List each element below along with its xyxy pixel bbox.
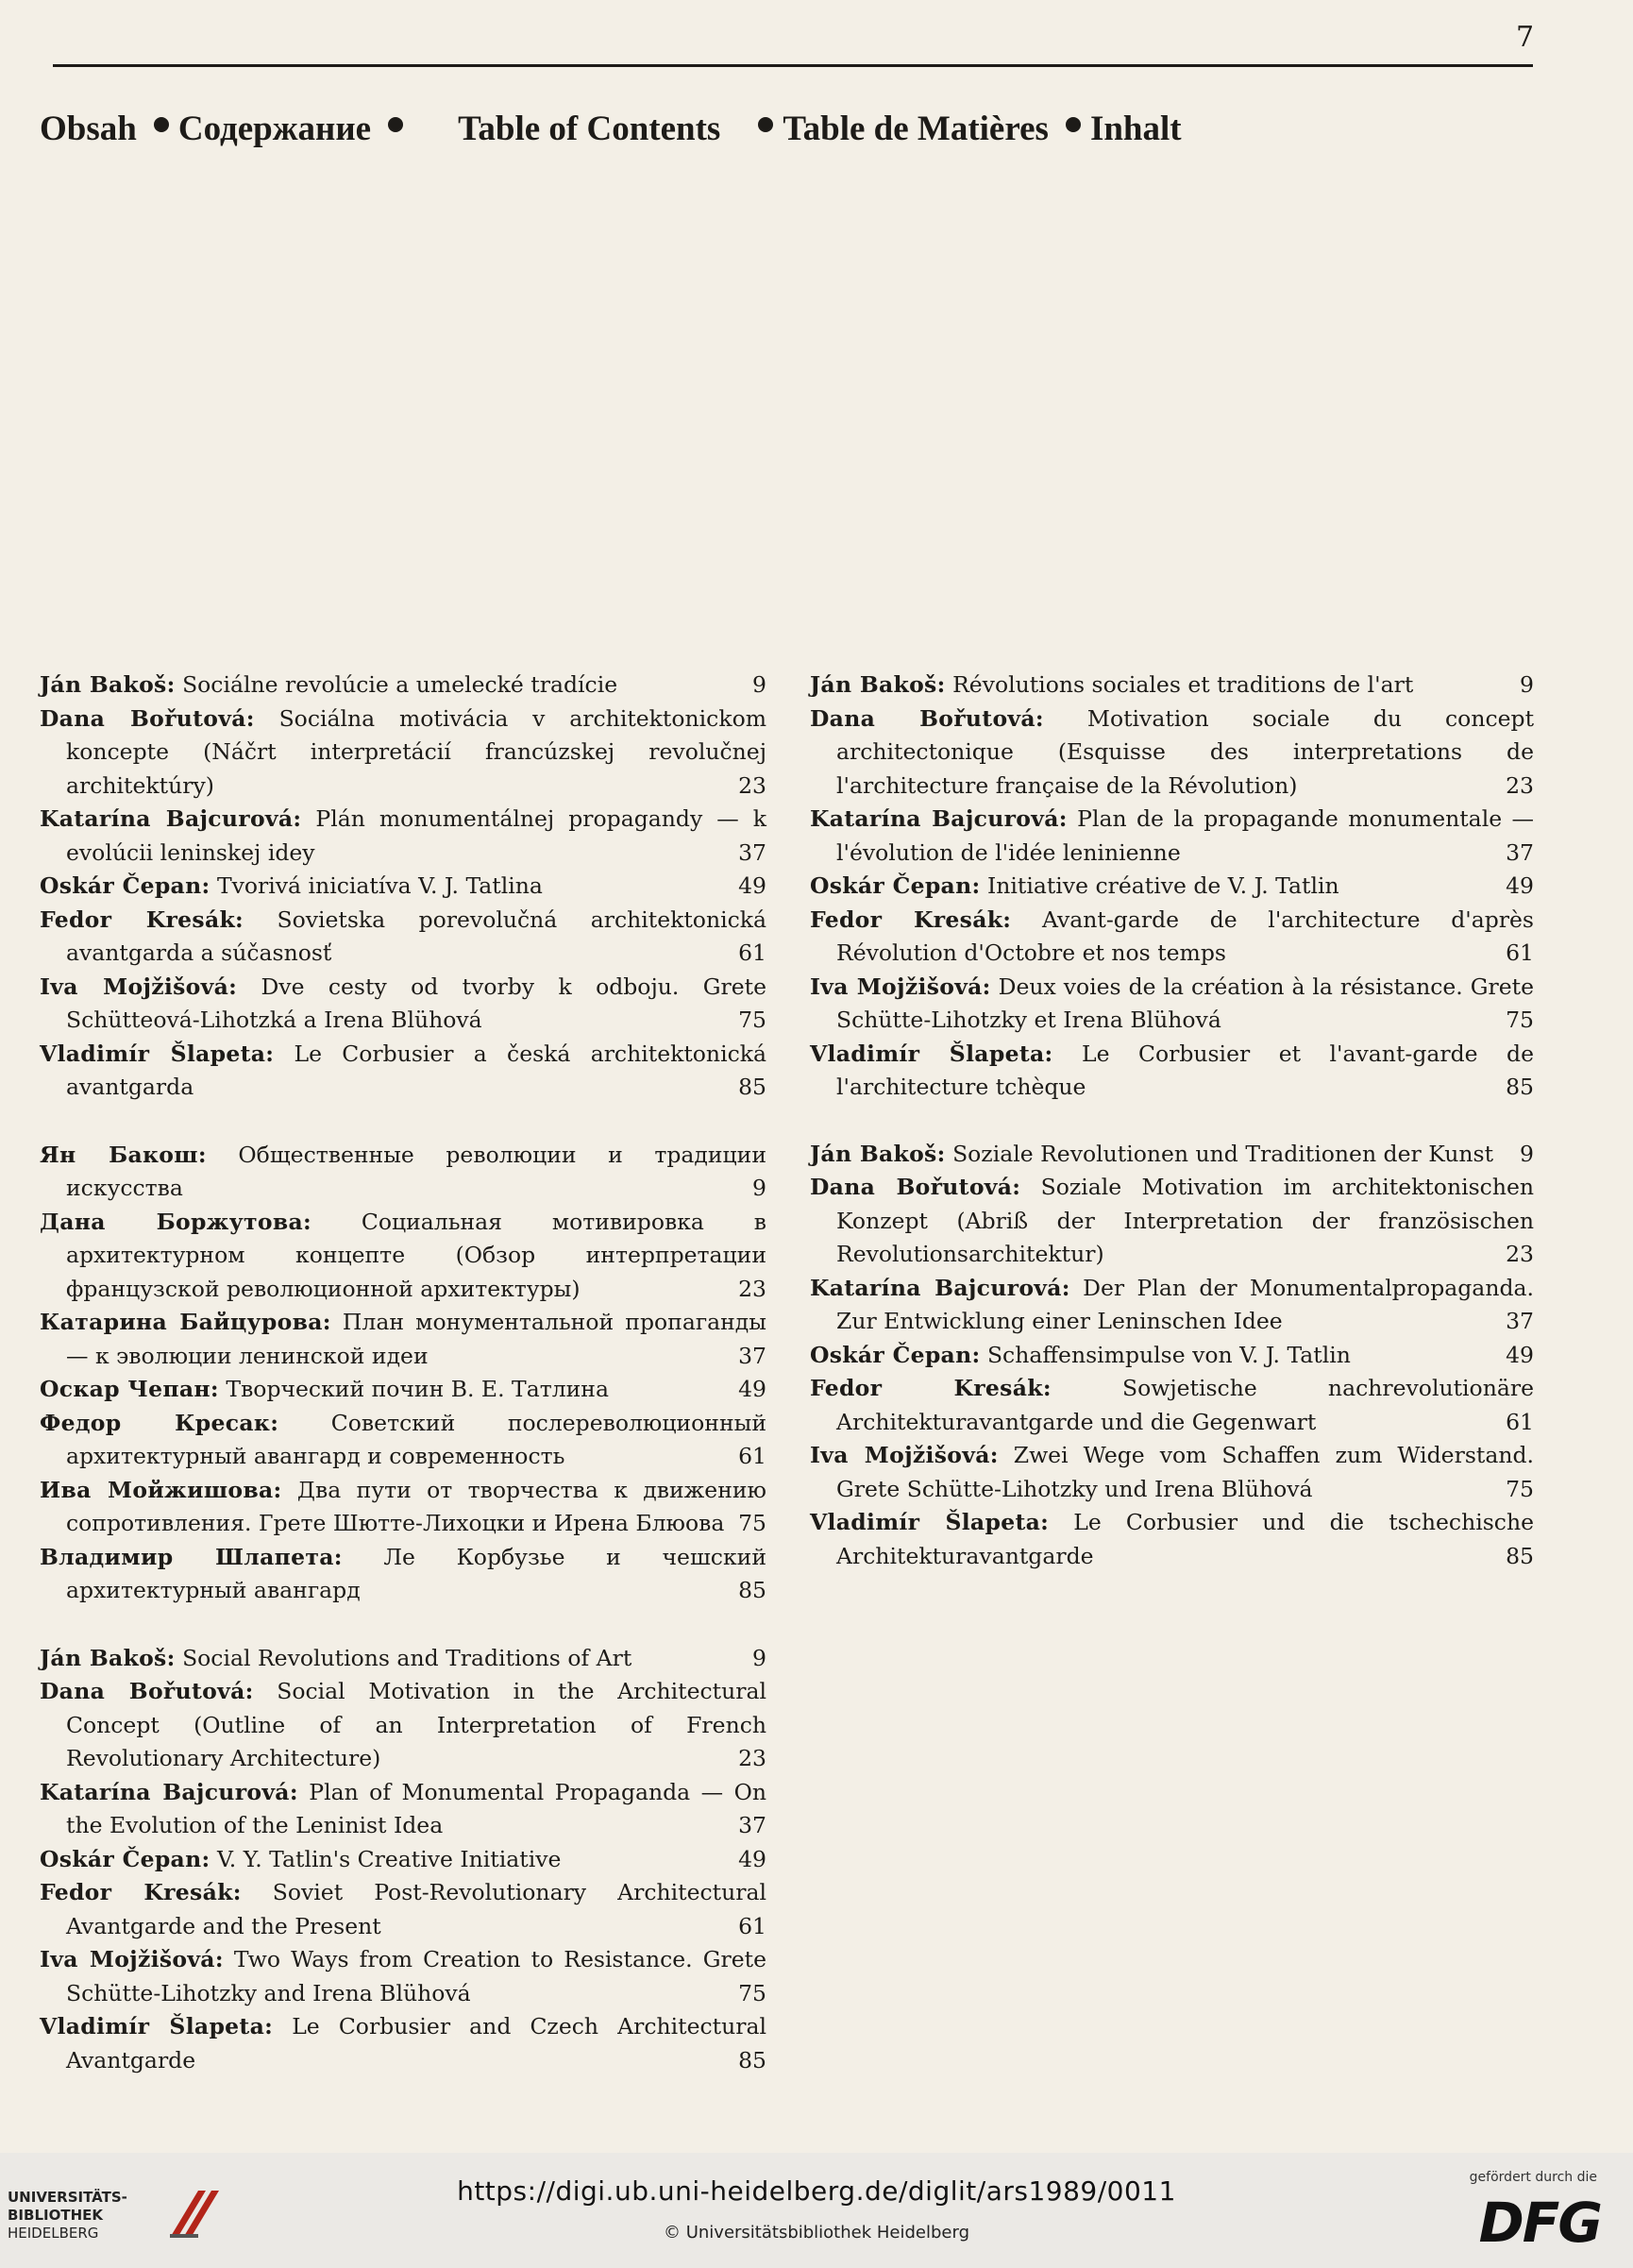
heading-soderzhanie: Содержание (177, 110, 372, 149)
toc-author: Ján Bakoš: (40, 1644, 176, 1671)
bullet-icon (1066, 117, 1081, 132)
toc-page-number: 9 (752, 1175, 766, 1201)
toc-entry (810, 1038, 1534, 1105)
toc-title: Soviet Post-Revolutionary Architectural Avantgarde and the Present (66, 1879, 767, 1939)
toc-page-number: 23 (738, 771, 766, 799)
toc-page-number: 85 (1506, 1542, 1534, 1569)
toc-entry (810, 1272, 1534, 1339)
toc-page-number: 9 (1520, 671, 1534, 698)
toc-entry (40, 1776, 766, 1843)
funding-note: gefördert durch die (1469, 2170, 1597, 2185)
toc-entry (40, 1642, 766, 1676)
toc-title: Zwei Wege vom Schaffen zum Widerstand. Grete Schütte-Lihotzky und Irena Blühová (836, 1442, 1534, 1502)
toc-page-number: 49 (1506, 1341, 1534, 1368)
toc-page-number: 61 (1506, 1408, 1534, 1435)
toc-entry (810, 669, 1534, 702)
toc-title: Le Corbusier et l'avant-garde de l'architecture tchèque (836, 1040, 1534, 1100)
toc-author: Katarína Bajcurová: (40, 805, 302, 832)
toc-entry (40, 1139, 766, 1206)
toc-author: Iva Mojžišová: (810, 973, 991, 1000)
toc-page-number: 75 (738, 1979, 766, 2006)
toc-entry (40, 1038, 766, 1105)
toc-entry (40, 1474, 766, 1541)
toc-entry (810, 1506, 1534, 1573)
toc-author: Fedor Kresák: (810, 906, 1012, 933)
toc-entry (40, 1541, 766, 1608)
toc-title: Plán monumentálnej propagandy — k evolúcii leninskej idey (66, 805, 766, 866)
toc-page-number: 61 (1506, 939, 1534, 966)
library-name-line: UNIVERSITÄTS- (8, 2189, 127, 2206)
toc-entry (40, 1876, 766, 1943)
toc-page-number: 85 (738, 2046, 766, 2073)
toc-author: Dana Bořutová: (810, 704, 1044, 732)
toc-group (810, 1138, 1534, 1574)
toc-title: Two Ways from Creation to Resistance. Grete Schütte-Lihotzky and Irena Blühová (66, 1946, 766, 2006)
toc-title: Avant-garde de l'architecture d'après Révolution d'Octobre et nos temps (836, 906, 1534, 966)
toc-title: Le Corbusier and Czech Architectural Avantgarde (66, 2013, 766, 2073)
toc-entry (40, 1843, 766, 1877)
library-name-line: HEIDELBERG (8, 2225, 99, 2242)
toc-author: Iva Mojžišová: (40, 1946, 224, 1972)
toc-page-number: 37 (1506, 838, 1534, 866)
toc-entry (810, 803, 1534, 870)
toc-entry (40, 1373, 766, 1407)
page-number: 7 (1516, 21, 1535, 54)
toc-page-number: 85 (1506, 1074, 1534, 1100)
toc-author: Федор Кресак: (40, 1409, 279, 1436)
toc-title: Sowjetische nachrevolutionäre Architekturavantgarde und die Gegenwart (836, 1375, 1534, 1435)
toc-author: Dana Bořutová: (40, 1678, 254, 1704)
toc-entry (810, 1138, 1534, 1172)
toc-page-number: 23 (1506, 1241, 1534, 1267)
toc-entry (40, 1306, 766, 1373)
toc-title: Le Corbusier und die tschechische Architekturavantgarde (836, 1509, 1534, 1569)
toc-author: Katarína Bajcurová: (810, 805, 1068, 832)
toc-author: Dana Bořutová: (40, 704, 255, 732)
toc-author: Katarína Bajcurová: (40, 1778, 298, 1805)
footer-bar (0, 2153, 1633, 2268)
toc-page-number: 49 (738, 1845, 766, 1872)
toc-title: Soziale Motivation im architektonischen Konzept (Abriß der Interpretation der französischen Revolutionsarchitektur) (836, 1174, 1534, 1267)
toc-title: Révolutions sociales et traditions de l'art (952, 671, 1414, 698)
toc-page-number: 37 (738, 838, 766, 866)
toc-page-number: 9 (752, 1644, 766, 1671)
toc-author: Iva Mojžišová: (810, 1442, 999, 1468)
toc-page-number: 23 (738, 1275, 766, 1302)
page-title (40, 106, 1550, 149)
toc-page-number: 61 (738, 1443, 766, 1469)
toc-entry (810, 1439, 1534, 1506)
toc-author: Katarína Bajcurová: (810, 1274, 1070, 1301)
toc-author: Vladimír Šlapeta: (40, 2013, 274, 2040)
toc-entry (810, 1339, 1534, 1373)
toc-author: Fedor Kresák: (810, 1375, 1052, 1401)
toc-page-number: 75 (738, 1510, 766, 1536)
toc-title: Motivation sociale du concept architectonique (Esquisse des interpretations de l'architecture française de la Révolution) (836, 704, 1535, 799)
toc-page-number: 49 (738, 872, 766, 899)
toc-author: Oskár Čepan: (40, 872, 210, 899)
toc-entry (40, 1407, 766, 1474)
toc-page-number: 37 (1506, 1308, 1534, 1334)
toc-title: Soziale Revolutionen und Traditionen der Kunst (952, 1140, 1494, 1167)
toc-page-number: 37 (738, 1342, 766, 1369)
permalink-url[interactable]: https://digi.ub.uni-heidelberg.de/diglit/ars1989/0011 (457, 2175, 1176, 2207)
toc-page-number: 85 (738, 1577, 766, 1603)
toc-title: Initiative créative de V. J. Tatlin (986, 872, 1339, 899)
toc-page-number: 85 (738, 1074, 766, 1100)
top-rule (53, 64, 1533, 67)
toc-title: Deux voies de la création à la résistance. Grete Schütte-Lihotzky et Irena Blühová (836, 973, 1534, 1033)
toc-page-number: 75 (738, 1007, 766, 1033)
toc-author: Dana Bořutová: (810, 1174, 1021, 1200)
heading-inhalt: Inhalt (1089, 110, 1182, 149)
toc-group (810, 669, 1534, 1105)
toc-author: Oskár Čepan: (810, 872, 981, 899)
toc-title: План монументальной пропаганды — к эволюции ленинской идеи (66, 1309, 766, 1369)
toc-entry (40, 2010, 766, 2077)
toc-author: Катарина Байцурова: (40, 1309, 331, 1335)
toc-title: Social Revolutions and Traditions of Art (182, 1644, 632, 1671)
toc-author: Vladimír Šlapeta: (810, 1040, 1053, 1067)
toc-entry (40, 1943, 766, 2010)
toc-entry (810, 870, 1534, 904)
toc-author: Vladimír Šlapeta: (810, 1509, 1050, 1535)
toc-page-number: 75 (1506, 1007, 1534, 1033)
toc-title: Социальная мотивировка в архитектурном концепте (Обзор интерпретации французской революционной архитектуры) (66, 1208, 766, 1302)
toc-author: Fedor Kresák: (40, 1879, 242, 1905)
toc-author: Fedor Kresák: (40, 906, 244, 933)
toc-author: Дана Боржутова: (40, 1208, 312, 1235)
heading-table-de-matieres: Table de Matières (783, 110, 1049, 149)
toc-title: Ле Корбузье и чешский архитектурный авангард (66, 1543, 766, 1603)
toc-page-number: 49 (738, 1376, 766, 1402)
toc-group (40, 1139, 766, 1608)
toc-author: Oskár Čepan: (810, 1341, 981, 1368)
dfg-logo[interactable]: DFG (1478, 2191, 1601, 2255)
toc-title: Творческий почин В. Е. Татлина (226, 1376, 609, 1402)
toc-title: Plan of Monumental Propaganda — On the Evolution of the Leninist Idea (66, 1778, 766, 1838)
toc-title: Sovietska porevolučná architektonická avantgarda a súčasnosť (66, 906, 767, 966)
toc-page-number: 61 (738, 1912, 766, 1939)
toc-group (40, 1642, 766, 2078)
right-column (810, 669, 1534, 1573)
toc-author: Владимир Шлапета: (40, 1543, 343, 1570)
toc-entry (40, 803, 766, 870)
toc-title: V. Y. Tatlin's Creative Initiative (216, 1845, 562, 1872)
toc-page-number: 23 (1506, 771, 1534, 799)
toc-entry (40, 1675, 766, 1776)
toc-author: Оскар Чепан: (40, 1376, 219, 1402)
toc-author: Iva Mojžišová: (40, 973, 238, 1000)
toc-title: Der Plan der Monumentalpropaganda. Zur Entwicklung einer Leninschen Idee (836, 1274, 1534, 1334)
toc-page-number: 9 (1520, 1140, 1534, 1167)
toc-title: Tvorivá iniciatíva V. J. Tatlina (216, 872, 543, 899)
toc-title: Social Motivation in the Architectural Concept (Outline of an Interpretation of French Revolutionary Architecture) (66, 1678, 766, 1771)
left-column (40, 669, 766, 2077)
toc-author: Ján Bakoš: (810, 1140, 946, 1167)
toc-entry (40, 904, 766, 971)
toc-author: Ива Мойжишова: (40, 1476, 282, 1503)
bullet-icon (154, 117, 169, 132)
toc-author: Vladimír Šlapeta: (40, 1040, 275, 1067)
toc-page-number: 75 (1506, 1475, 1534, 1502)
toc-page-number: 9 (752, 671, 766, 698)
toc-entry (810, 1171, 1534, 1272)
toc-title: Sociálna motivácia v architektonickom koncepte (Náčrt interpretácií francúzskej revolučnej architektúry) (66, 704, 766, 799)
toc-author: Ján Bakoš: (810, 671, 946, 698)
bullet-icon (758, 117, 773, 132)
toc-author: Ян Бакош: (40, 1141, 207, 1168)
copyright-notice: © Universitätsbibliothek Heidelberg (663, 2223, 969, 2243)
toc-entry (40, 971, 766, 1038)
heading-obsah: Obsah (40, 110, 137, 149)
toc-author: Ján Bakoš: (40, 671, 176, 698)
library-name-line: BIBLIOTHEK (8, 2207, 103, 2224)
toc-title: Plan de la propagande monumentale — l'évolution de l'idée leninienne (836, 805, 1534, 866)
toc-title: Общественные революции и традиции искусства (66, 1141, 766, 1201)
bullet-icon (388, 117, 403, 132)
toc-page-number: 49 (1506, 872, 1534, 899)
heading-table-of-contents: Table of Contents (458, 110, 721, 149)
toc-page-number: 61 (738, 939, 766, 966)
toc-entry (40, 870, 766, 904)
toc-title: Sociálne revolúcie a umelecké tradície (182, 671, 618, 698)
toc-entry (40, 669, 766, 702)
toc-entry (810, 702, 1534, 804)
toc-title: Советский послереволюционный архитектурный авангард и современность (66, 1409, 766, 1469)
toc-page-number: 23 (738, 1745, 766, 1771)
toc-title: Schaffensimpulse von V. J. Tatlin (986, 1341, 1351, 1368)
toc-entry (40, 1206, 766, 1307)
toc-group (40, 669, 766, 1105)
toc-entry (40, 702, 766, 804)
toc-entry (810, 904, 1534, 971)
toc-page-number: 37 (738, 1812, 766, 1838)
toc-title: Dve cesty od tvorby k odboju. Grete Schütteová-Lihotzká a Irena Blühová (66, 973, 766, 1033)
toc-author: Oskár Čepan: (40, 1845, 210, 1872)
toc-title: Le Corbusier a česká architektonická avantgarda (66, 1040, 766, 1100)
toc-title: Два пути от творчества к движению сопротивления. Грете Шютте-Лихоцки и Ирена Блюова (66, 1476, 766, 1536)
toc-entry (810, 1372, 1534, 1439)
toc-entry (810, 971, 1534, 1038)
